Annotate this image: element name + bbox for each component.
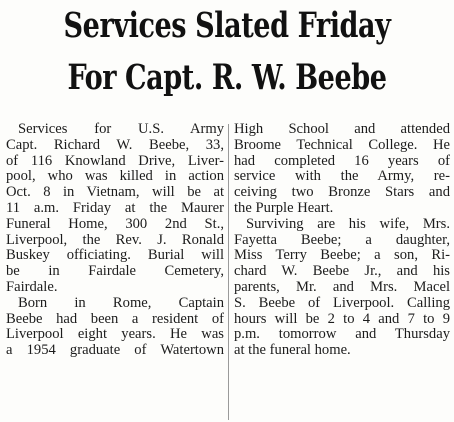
article-line: chard W. Beebe Jr., and his [234,264,450,280]
article-line: a 1954 graduate of Watertown [6,343,224,359]
article-line: Funeral Home, 300 2nd St., [6,216,224,232]
article-line: Buskey officiating. Burial will [6,248,224,264]
article-line: Services for U.S. Army [18,122,224,137]
article-line: Oct. 8 in Vietnam, will be at [6,185,224,201]
article-line: Surviving are his wife, Mrs. [246,216,450,232]
column-divider [228,124,229,420]
article-line: hours will be 2 to 4 and 7 to 9 [234,311,450,327]
article-line: Fairdale. [6,279,58,295]
article-line: be in Fairdale Cemetery, [6,264,224,280]
article-line: the Purple Heart. [234,200,334,216]
article-line: of 116 Knowland Drive, Liver- [6,153,224,169]
article-line: Miss Terry Beebe; a son, Ri- [234,248,450,264]
article-line: Broome Technical College. He [234,137,450,153]
article-line: p.m. tomorrow and Thursday [234,327,450,343]
article-line: at the funeral home. [234,343,351,359]
article-line: Beebe had been a resident of [6,311,224,327]
article-line: 11 a.m. Friday at the Maurer [6,200,224,216]
article-left-column [6,122,224,359]
article-line: service with the Army, re- [234,169,450,185]
article-line: ceiving two Bronze Stars and [234,185,450,201]
headline-line-2: For Capt. R. W. Beebe [67,57,387,98]
article-line: Capt. Richard W. Beebe, 33, [6,137,224,153]
article-line: Liverpool eight years. He was [6,327,224,343]
article-line: Fayetta Beebe; a daughter, [234,232,450,248]
article-line: Liverpool, the Rev. J. Ronald [6,232,224,248]
article-right-column [234,122,450,359]
article-line: Born in Rome, Captain [18,295,224,311]
headline-line-1: Services Slated Friday [63,5,391,46]
article-line: pool, who was killed in action [6,169,224,185]
article-line: had completed 16 years of [234,153,450,169]
article-line: parents, Mr. and Mrs. Macel [234,279,450,295]
article-line: High School and attended [234,122,450,137]
article-line: S. Beebe of Liverpool. Calling [234,295,450,311]
